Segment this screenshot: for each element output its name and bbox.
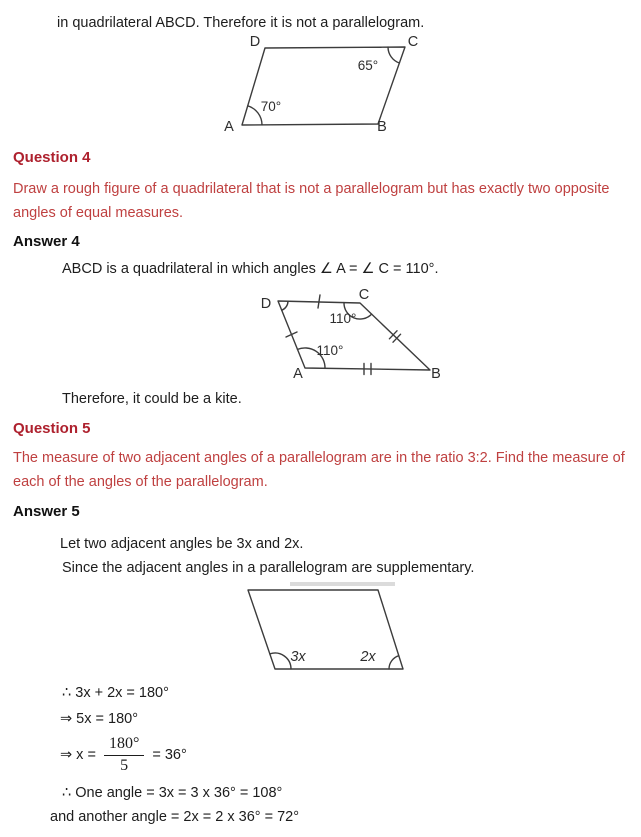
question-5-text-line-2: each of the angles of the parallelogram.: [13, 474, 268, 490]
question-4-heading: Question 4: [13, 149, 91, 166]
answer-5-step-1: Let two adjacent angles be 3x and 2x.: [60, 536, 304, 552]
angle-label-3x: 3x: [290, 649, 306, 665]
quadrilateral-abcd-drawing: [213, 30, 428, 142]
angle-label-c: 110°: [329, 311, 357, 326]
question-4-text-line-1: Draw a rough figure of a quadrilateral that is not a parallelogram but has exactly two opposite: [13, 181, 610, 197]
scan-artifact: [290, 582, 395, 586]
fraction-denominator: 5: [104, 755, 144, 775]
figure-quadrilateral-abcd: [213, 30, 428, 142]
answer-5-heading: Answer 5: [13, 503, 80, 520]
question-5-heading: Question 5: [13, 420, 91, 437]
vertex-label-c: C: [407, 34, 419, 50]
parallelogram-drawing: [240, 582, 415, 677]
vertex-label-b: B: [431, 366, 441, 382]
kite-abcd-drawing: [252, 286, 447, 385]
equation-x-result: = 36°: [152, 747, 187, 763]
figure-parallelogram-3x-2x: [240, 582, 415, 677]
angle-label-2x: 2x: [360, 649, 376, 665]
equation-another-angle: and another angle = 2x = 2 x 36° = 72°: [50, 809, 300, 825]
vertex-label-a: A: [224, 119, 234, 135]
equation-sum: ∴ 3x + 2x = 180°: [62, 685, 169, 701]
answer-5-step-2: Since the adjacent angles in a parallelogram are supplementary.: [62, 560, 475, 576]
angle-label-a: 70°: [260, 99, 282, 114]
vertex-label-d: D: [260, 296, 272, 312]
angle-label-a: 110°: [316, 343, 344, 358]
equation-5x: ⇒ 5x = 180°: [60, 711, 139, 727]
angle-arc-d: [282, 301, 288, 310]
question-5-text-line-1: The measure of two adjacent angles of a parallelogram are in the ratio 3:2. Find the measure of: [13, 450, 625, 466]
fraction-180-over-5: [104, 735, 144, 775]
angle-arc-c: [388, 47, 399, 63]
answer-4-heading: Answer 4: [13, 233, 80, 250]
vertex-label-c: C: [358, 287, 370, 303]
equation-x-prefix: ⇒ x =: [60, 747, 96, 763]
question-4-text-line-2: angles of equal measures.: [13, 205, 184, 221]
equation-x-value: [60, 729, 187, 781]
tick-mark-side-dc: [318, 295, 320, 308]
vertex-label-a: A: [293, 366, 303, 382]
intro-line: in quadrilateral ABCD. Therefore it is not a parallelogram.: [57, 15, 425, 31]
angle-arc-right: [389, 656, 399, 669]
angle-label-c: 65°: [357, 58, 379, 73]
fraction-numerator: 180°: [108, 735, 140, 752]
vertex-label-d: D: [249, 34, 261, 50]
parallelogram-outline: [248, 590, 403, 669]
equation-one-angle: ∴ One angle = 3x = 3 x 36° = 108°: [62, 785, 283, 801]
answer-4-conclusion: Therefore, it could be a kite.: [62, 391, 242, 407]
vertex-label-b: B: [377, 119, 387, 135]
answer-4-statement: ABCD is a quadrilateral in which angles ∠ A = ∠ C = 110°.: [62, 261, 439, 277]
figure-kite-abcd: [252, 286, 447, 385]
